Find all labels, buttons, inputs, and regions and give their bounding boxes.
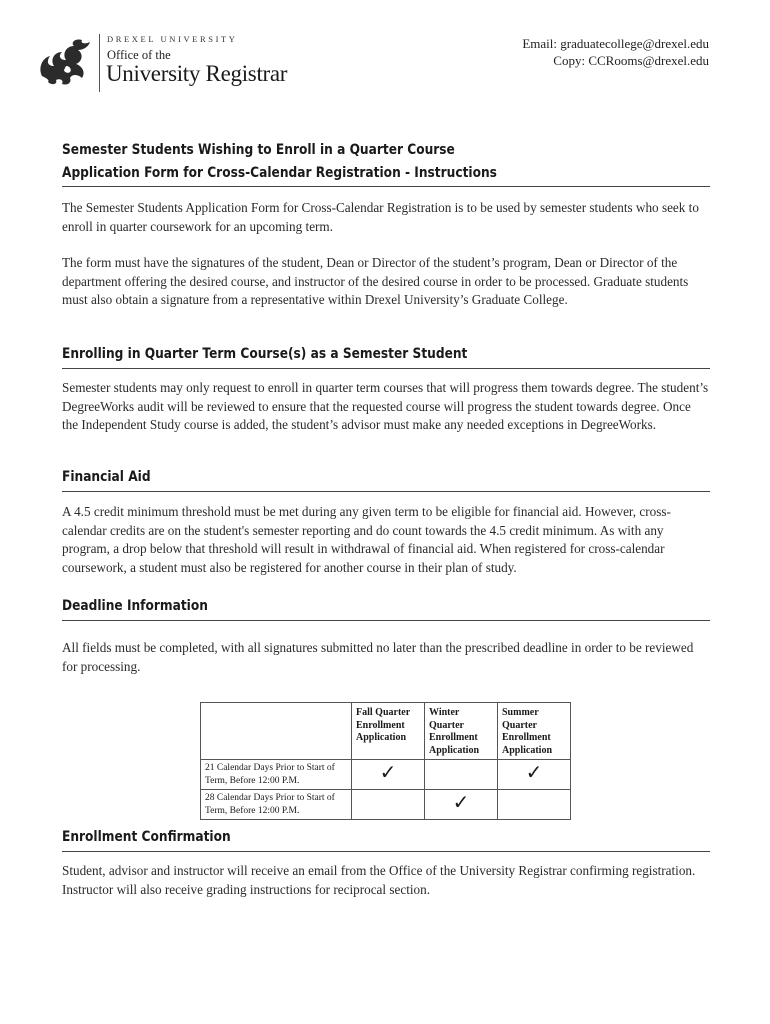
confirmation-rule [62, 851, 710, 852]
dragon-mascot-icon [36, 36, 96, 88]
table-row [201, 760, 571, 790]
cell-21-winter [425, 760, 498, 790]
cell-28-fall [352, 790, 425, 820]
deadline-rule [62, 620, 710, 621]
title-rule [62, 186, 710, 187]
table-corner-cell [201, 703, 352, 760]
confirmation-body: Student, advisor and instructor will receive an email from the Office of the University Registrar confirming registration. Instructor will also receive grading instructions for reciprocal section. [62, 863, 696, 897]
col-header-summer: Summer Quarter Enrollment Application [498, 703, 571, 760]
table-row [201, 790, 571, 820]
checkmark-icon: ✓ [525, 760, 543, 784]
logo-registrar-label: University Registrar [106, 61, 288, 86]
row-label-21-days: 21 Calendar Days Prior to Start of Term, Before 12:00 P.M. [201, 760, 352, 790]
title-line-1: Semester Students Wishing to Enroll in a Quarter Course [62, 142, 455, 158]
deadline-table [200, 702, 571, 820]
checkmark-icon: ✓ [452, 790, 470, 814]
enrolling-rule [62, 368, 710, 369]
logo-divider [99, 34, 100, 92]
email-line: Email: graduatecollege@drexel.edu [522, 36, 709, 51]
financial-body: A 4.5 credit minimum threshold must be met during any given term to be eligible for financial aid. However, cross-calendar credits are on the student's semester reporting and do count towards the 4.5 credit minimum. As with any program, a drop below that threshold will result in withdrawal of financial aid. When registered for cross-calendar coursework, a student must also be registered for another course in their plan of study. [62, 504, 671, 575]
registrar-logo [36, 32, 296, 94]
intro-paragraph-1: The Semester Students Application Form for Cross-Calendar Registration is to be used by semester students who seek to enroll in quarter coursework for an upcoming term. [62, 200, 699, 234]
logo-university-name: DREXEL UNIVERSITY [107, 34, 238, 44]
deadline-heading: Deadline Information [62, 598, 208, 614]
row-label-28-days: 28 Calendar Days Prior to Start of Term, Before 12:00 P.M. [201, 790, 352, 820]
confirmation-heading: Enrollment Confirmation [62, 829, 231, 845]
contact-info [522, 35, 709, 69]
intro-paragraph-2: The form must have the signatures of the student, Dean or Director of the student’s program, Dean or Director of the department offering the desired course, and instructor of the desired course in order to be processed. Graduate students must also obtain a signature from a representative within Drexel University’s Graduate College. [62, 255, 689, 308]
enrolling-body: Semester students may only request to enroll in quarter term courses that will progress them towards degree. The student’s DegreeWorks audit will be reviewed to ensure that the requested course will progress the student towards degree. Once the Independent Study course is added, the student’s advisor must make any needed exceptions in DegreeWorks. [62, 380, 709, 433]
cell-28-summer [498, 790, 571, 820]
logo-office-label: Office of the [107, 48, 171, 62]
page-title [62, 139, 710, 185]
table-header-row [201, 703, 571, 760]
financial-heading: Financial Aid [62, 469, 151, 485]
title-line-2: Application Form for Cross-Calendar Registration - Instructions [62, 165, 497, 181]
enrolling-heading: Enrolling in Quarter Term Course(s) as a Semester Student [62, 346, 468, 362]
checkmark-icon: ✓ [379, 760, 397, 784]
financial-rule [62, 491, 710, 492]
col-header-winter: Winter Quarter Enrollment Application [425, 703, 498, 760]
cell-28-winter [425, 790, 498, 820]
deadline-body: All fields must be completed, with all signatures submitted no later than the prescribed deadline in order to be reviewed for processing. [62, 640, 694, 674]
col-header-fall: Fall Quarter Enrollment Application [352, 703, 425, 760]
cell-21-fall [352, 760, 425, 790]
cell-21-summer [498, 760, 571, 790]
copy-line: Copy: CCRooms@drexel.edu [553, 53, 709, 68]
